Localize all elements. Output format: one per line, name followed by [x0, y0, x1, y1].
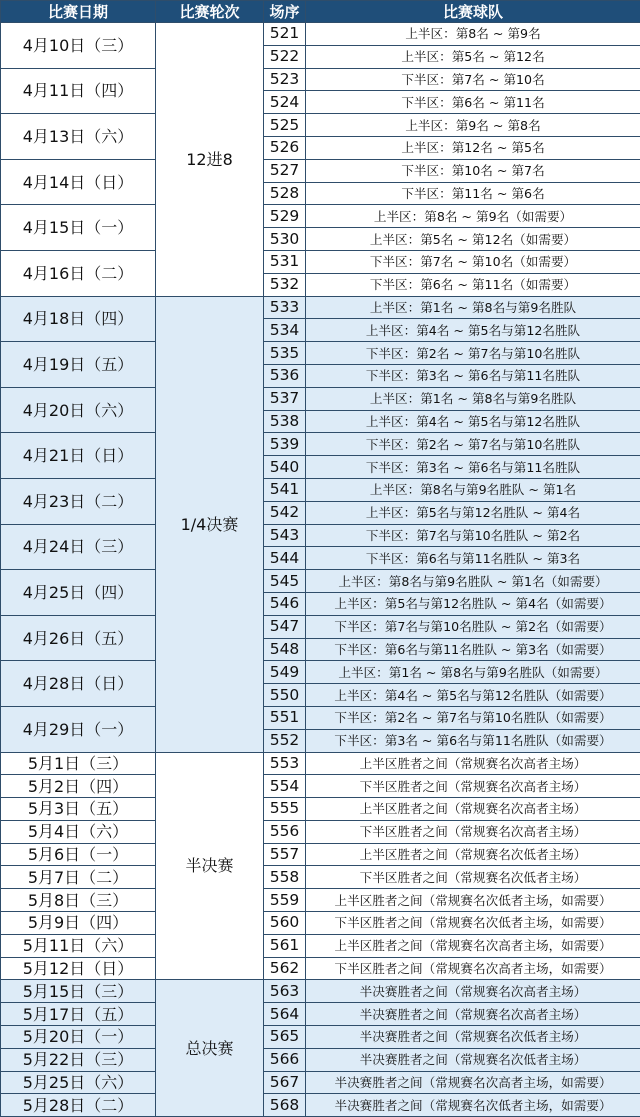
match-teams: 下半区：第7名 ~ 第10名	[306, 68, 640, 91]
table-row	[1, 1071, 640, 1094]
match-teams: 下半区：第6名 ~ 第11名	[306, 91, 640, 114]
match-date: 5月12日（日）	[1, 957, 156, 980]
match-date: 4月24日（三）	[1, 524, 156, 570]
match-date: 5月22日（三）	[1, 1048, 156, 1071]
match-number: 521	[264, 23, 306, 46]
match-number: 541	[264, 478, 306, 501]
match-teams: 半决赛胜者之间（常规赛名次低者主场，如需要）	[306, 1094, 640, 1117]
match-round: 半决赛	[156, 752, 264, 980]
match-teams: 上半区：第9名 ~ 第8名	[306, 114, 640, 137]
match-teams: 下半区：第6名与第11名胜队 ~ 第3名	[306, 547, 640, 570]
match-date: 4月29日（一）	[1, 706, 156, 752]
table-row	[1, 68, 640, 91]
match-teams: 上半区：第4名 ~ 第5名与第12名胜队	[306, 410, 640, 433]
match-round: 12进8	[156, 23, 264, 297]
match-number: 538	[264, 410, 306, 433]
table-row	[1, 23, 640, 46]
match-date: 5月3日（五）	[1, 798, 156, 821]
table-row	[1, 752, 640, 775]
table-row	[1, 114, 640, 137]
match-teams: 上半区：第8名 ~ 第9名（如需要）	[306, 205, 640, 228]
table-row	[1, 615, 640, 638]
match-date: 4月26日（五）	[1, 615, 156, 661]
match-number: 553	[264, 752, 306, 775]
schedule-body	[1, 23, 640, 1117]
match-number: 529	[264, 205, 306, 228]
match-teams: 下半区：第6名 ~ 第11名（如需要）	[306, 273, 640, 296]
table-row	[1, 957, 640, 980]
match-date: 5月20日（一）	[1, 1026, 156, 1049]
match-teams: 上半区胜者之间（常规赛名次低者主场）	[306, 843, 640, 866]
match-date: 4月25日（四）	[1, 570, 156, 616]
header-row	[1, 1, 640, 23]
table-row	[1, 1003, 640, 1026]
match-number: 522	[264, 45, 306, 68]
match-teams: 上半区：第1名 ~ 第8名与第9名胜队	[306, 296, 640, 319]
table-row	[1, 1048, 640, 1071]
table-row	[1, 570, 640, 593]
table-row	[1, 980, 640, 1003]
match-date: 5月4日（六）	[1, 820, 156, 843]
match-teams: 半决赛胜者之间（常规赛名次低者主场）	[306, 1026, 640, 1049]
match-teams: 下半区：第10名 ~ 第7名	[306, 159, 640, 182]
match-teams: 下半区：第11名 ~ 第6名	[306, 182, 640, 205]
match-teams: 下半区：第2名 ~ 第7名与第10名胜队	[306, 342, 640, 365]
match-number: 565	[264, 1026, 306, 1049]
match-teams: 上半区：第5名 ~ 第12名（如需要）	[306, 228, 640, 251]
match-teams: 下半区胜者之间（常规赛名次低者主场，如需要）	[306, 912, 640, 935]
match-number: 568	[264, 1094, 306, 1117]
match-teams: 半决赛胜者之间（常规赛名次高者主场）	[306, 980, 640, 1003]
match-teams: 半决赛胜者之间（常规赛名次低者主场）	[306, 1048, 640, 1071]
match-teams: 上半区：第4名 ~ 第5名与第12名胜队（如需要）	[306, 684, 640, 707]
match-teams: 上半区：第8名 ~ 第9名	[306, 23, 640, 46]
table-row	[1, 889, 640, 912]
match-teams: 下半区：第2名 ~ 第7名与第10名胜队（如需要）	[306, 706, 640, 729]
table-row	[1, 820, 640, 843]
table-row	[1, 1026, 640, 1049]
match-teams: 下半区胜者之间（常规赛名次高者主场）	[306, 820, 640, 843]
match-date: 5月15日（三）	[1, 980, 156, 1003]
match-teams: 上半区胜者之间（常规赛名次高者主场）	[306, 798, 640, 821]
table-row	[1, 843, 640, 866]
match-number: 554	[264, 775, 306, 798]
match-number: 544	[264, 547, 306, 570]
match-teams: 半决赛胜者之间（常规赛名次高者主场，如需要）	[306, 1071, 640, 1094]
match-number: 558	[264, 866, 306, 889]
match-date: 4月11日（四）	[1, 68, 156, 114]
match-number: 563	[264, 980, 306, 1003]
table-row	[1, 205, 640, 228]
match-teams: 上半区：第8名与第9名胜队 ~ 第1名	[306, 478, 640, 501]
match-teams: 下半区：第7名与第10名胜队 ~ 第2名	[306, 524, 640, 547]
match-date: 5月28日（二）	[1, 1094, 156, 1117]
match-teams: 上半区：第1名 ~ 第8名与第9名胜队	[306, 387, 640, 410]
match-date: 4月13日（六）	[1, 114, 156, 160]
match-teams: 上半区：第4名 ~ 第5名与第12名胜队	[306, 319, 640, 342]
table-row	[1, 524, 640, 547]
table-row	[1, 798, 640, 821]
match-teams: 上半区：第1名 ~ 第8名与第9名胜队（如需要）	[306, 661, 640, 684]
table-row	[1, 912, 640, 935]
match-number: 555	[264, 798, 306, 821]
table-row	[1, 296, 640, 319]
match-number: 547	[264, 615, 306, 638]
header-num: 场序	[264, 1, 306, 23]
match-date: 5月1日（三）	[1, 752, 156, 775]
match-teams: 上半区：第5名 ~ 第12名	[306, 45, 640, 68]
match-teams: 上半区胜者之间（常规赛名次低者主场，如需要）	[306, 889, 640, 912]
match-number: 532	[264, 273, 306, 296]
match-number: 564	[264, 1003, 306, 1026]
table-row	[1, 661, 640, 684]
table-row	[1, 706, 640, 729]
match-teams: 下半区：第7名 ~ 第10名（如需要）	[306, 250, 640, 273]
match-date: 4月19日（五）	[1, 342, 156, 388]
match-number: 530	[264, 228, 306, 251]
match-teams: 下半区胜者之间（常规赛名次低者主场）	[306, 866, 640, 889]
match-date: 5月9日（四）	[1, 912, 156, 935]
match-number: 542	[264, 501, 306, 524]
match-number: 545	[264, 570, 306, 593]
header-teams: 比赛球队	[306, 1, 640, 23]
table-row	[1, 433, 640, 456]
match-number: 535	[264, 342, 306, 365]
match-number: 552	[264, 729, 306, 752]
match-number: 560	[264, 912, 306, 935]
match-teams: 下半区胜者之间（常规赛名次高者主场，如需要）	[306, 957, 640, 980]
match-date: 5月11日（六）	[1, 934, 156, 957]
match-date: 5月25日（六）	[1, 1071, 156, 1094]
match-number: 543	[264, 524, 306, 547]
match-teams: 上半区：第5名与第12名胜队 ~ 第4名（如需要）	[306, 592, 640, 615]
match-number: 550	[264, 684, 306, 707]
table-row	[1, 934, 640, 957]
table-row	[1, 775, 640, 798]
header-date: 比赛日期	[1, 1, 156, 23]
match-number: 556	[264, 820, 306, 843]
match-number: 526	[264, 136, 306, 159]
match-teams: 下半区：第7名与第10名胜队 ~ 第2名（如需要）	[306, 615, 640, 638]
table-row	[1, 342, 640, 365]
match-teams: 下半区：第3名 ~ 第6名与第11名胜队（如需要）	[306, 729, 640, 752]
match-round: 1/4决赛	[156, 296, 264, 752]
match-teams: 上半区胜者之间（常规赛名次高者主场，如需要）	[306, 934, 640, 957]
match-number: 551	[264, 706, 306, 729]
table-row	[1, 159, 640, 182]
match-number: 531	[264, 250, 306, 273]
match-date: 4月18日（四）	[1, 296, 156, 342]
match-date: 4月15日（一）	[1, 205, 156, 251]
match-number: 536	[264, 364, 306, 387]
table-row	[1, 478, 640, 501]
match-number: 562	[264, 957, 306, 980]
match-number: 567	[264, 1071, 306, 1094]
match-number: 537	[264, 387, 306, 410]
match-teams: 下半区：第3名 ~ 第6名与第11名胜队	[306, 456, 640, 479]
match-number: 533	[264, 296, 306, 319]
match-date: 4月16日（二）	[1, 250, 156, 296]
table-row	[1, 387, 640, 410]
match-number: 561	[264, 934, 306, 957]
match-date: 5月8日（三）	[1, 889, 156, 912]
table-row	[1, 866, 640, 889]
table-row	[1, 250, 640, 273]
match-number: 524	[264, 91, 306, 114]
match-number: 548	[264, 638, 306, 661]
match-date: 4月14日（日）	[1, 159, 156, 205]
match-date: 4月21日（日）	[1, 433, 156, 479]
match-date: 4月10日（三）	[1, 23, 156, 69]
match-teams: 上半区胜者之间（常规赛名次高者主场）	[306, 752, 640, 775]
match-number: 546	[264, 592, 306, 615]
match-number: 528	[264, 182, 306, 205]
match-number: 539	[264, 433, 306, 456]
header-round: 比赛轮次	[156, 1, 264, 23]
match-number: 559	[264, 889, 306, 912]
table-row	[1, 1094, 640, 1117]
match-date: 5月6日（一）	[1, 843, 156, 866]
match-number: 525	[264, 114, 306, 137]
match-number: 566	[264, 1048, 306, 1071]
match-date: 4月20日（六）	[1, 387, 156, 433]
match-number: 527	[264, 159, 306, 182]
match-number: 549	[264, 661, 306, 684]
match-round: 总决赛	[156, 980, 264, 1117]
match-number: 540	[264, 456, 306, 479]
match-teams: 上半区：第5名与第12名胜队 ~ 第4名	[306, 501, 640, 524]
match-date: 5月2日（四）	[1, 775, 156, 798]
match-date: 5月7日（二）	[1, 866, 156, 889]
match-teams: 下半区胜者之间（常规赛名次高者主场）	[306, 775, 640, 798]
match-teams: 下半区：第3名 ~ 第6名与第11名胜队	[306, 364, 640, 387]
match-teams: 下半区：第6名与第11名胜队 ~ 第3名（如需要）	[306, 638, 640, 661]
match-date: 4月28日（日）	[1, 661, 156, 707]
match-date: 5月17日（五）	[1, 1003, 156, 1026]
match-teams: 半决赛胜者之间（常规赛名次高者主场）	[306, 1003, 640, 1026]
match-number: 534	[264, 319, 306, 342]
match-number: 557	[264, 843, 306, 866]
match-date: 4月23日（二）	[1, 478, 156, 524]
match-teams: 下半区：第2名 ~ 第7名与第10名胜队	[306, 433, 640, 456]
match-teams: 上半区：第12名 ~ 第5名	[306, 136, 640, 159]
match-number: 523	[264, 68, 306, 91]
match-teams: 上半区：第8名与第9名胜队 ~ 第1名（如需要）	[306, 570, 640, 593]
